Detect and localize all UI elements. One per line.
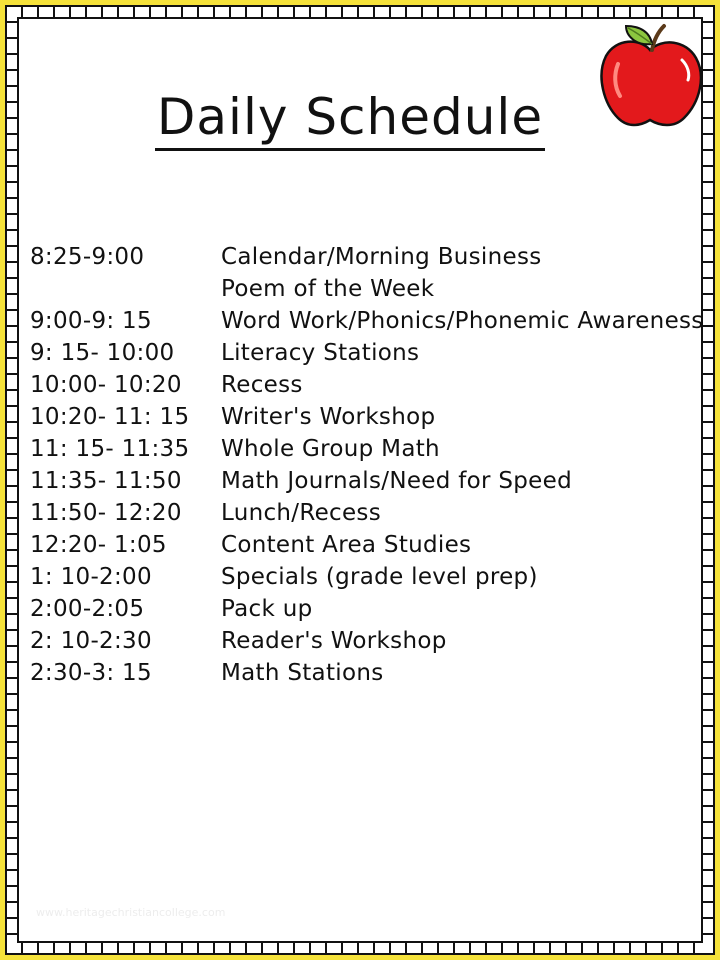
schedule-row (30, 436, 710, 468)
schedule-row (30, 308, 710, 340)
schedule-activity: Literacy Stations (221, 340, 420, 366)
page-title-text: Daily Schedule (155, 88, 545, 151)
schedule-time: 9: 15- 10:00 (30, 340, 175, 366)
schedule-activity: Pack up (221, 596, 313, 622)
schedule-row (30, 404, 710, 436)
schedule-row (30, 532, 710, 564)
schedule-activity: Word Work/Phonics/Phonemic Awareness (221, 308, 704, 334)
schedule-activity: Math Journals/Need for Speed (221, 468, 572, 494)
page-title (0, 88, 700, 151)
schedule-time: 10:20- 11: 15 (30, 404, 190, 430)
schedule-time: 12:20- 1:05 (30, 532, 167, 558)
schedule-time: 11: 15- 11:35 (30, 436, 190, 462)
schedule-activity: Math Stations (221, 660, 384, 686)
schedule-activity: Lunch/Recess (221, 500, 381, 526)
schedule-time: 2: 10-2:30 (30, 628, 152, 654)
schedule-activity: Writer's Workshop (221, 404, 436, 430)
schedule-time: 8:25-9:00 (30, 244, 145, 270)
schedule-time: 2:30-3: 15 (30, 660, 152, 686)
schedule-activity: Specials (grade level prep) (221, 564, 538, 590)
schedule-time: 11:35- 11:50 (30, 468, 182, 494)
schedule-row (30, 244, 710, 276)
schedule-row (30, 276, 710, 308)
schedule-activity: Poem of the Week (221, 276, 435, 302)
schedule-row (30, 500, 710, 532)
schedule-activity: Whole Group Math (221, 436, 440, 462)
schedule-row (30, 340, 710, 372)
schedule-list (30, 244, 710, 692)
watermark: www.heritagechristiancollege.com (36, 906, 226, 919)
schedule-activity: Content Area Studies (221, 532, 472, 558)
schedule-activity: Calendar/Morning Business (221, 244, 542, 270)
schedule-row (30, 596, 710, 628)
schedule-row (30, 628, 710, 660)
schedule-row (30, 564, 710, 596)
schedule-time: 11:50- 12:20 (30, 500, 182, 526)
schedule-time: 2:00-2:05 (30, 596, 145, 622)
schedule-time: 9:00-9: 15 (30, 308, 152, 334)
schedule-time: 10:00- 10:20 (30, 372, 182, 398)
schedule-activity: Recess (221, 372, 303, 398)
apple-icon (596, 20, 708, 132)
schedule-row (30, 372, 710, 404)
schedule-activity: Reader's Workshop (221, 628, 447, 654)
schedule-time: 1: 10-2:00 (30, 564, 152, 590)
schedule-row (30, 468, 710, 500)
schedule-row (30, 660, 710, 692)
